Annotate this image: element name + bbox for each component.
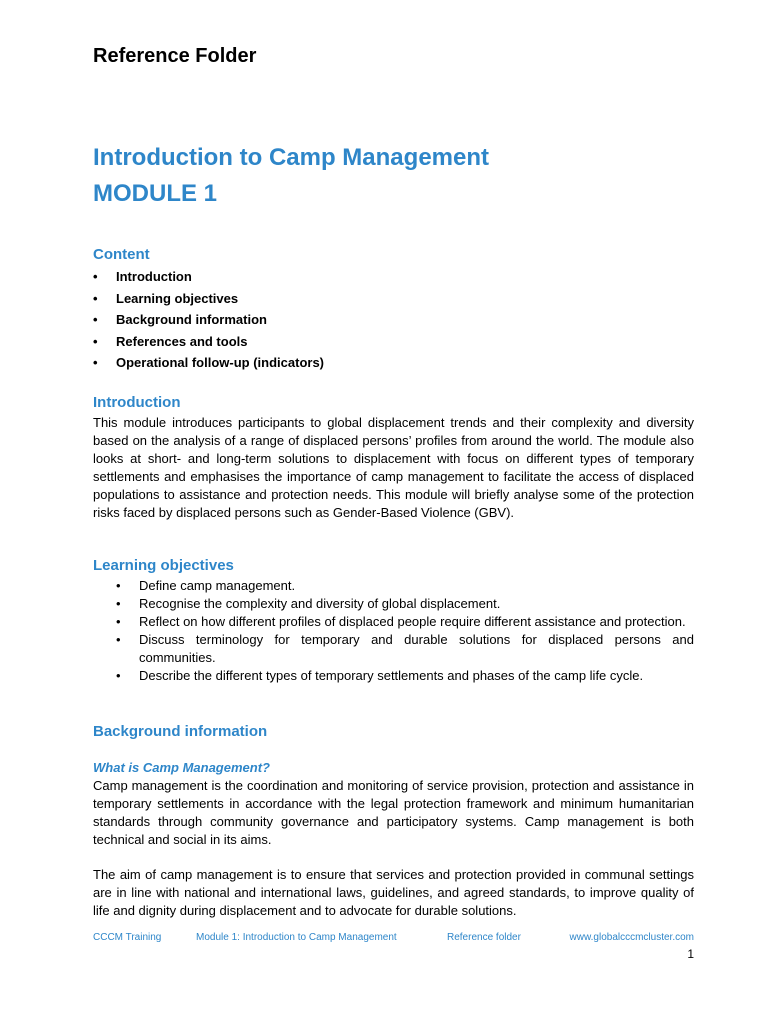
introduction-text: This module introduces participants to global displacement trends and their complexity and diversity based on the analysis of a range of displaced persons’ profiles from around the world. The module also looks at short- and long-term solutions to displacement with focus on different types of temporary settlements and emphasises the importance of camp management to facilitate the access of displaced populations to assistance and protection needs. This module will briefly analyse some of the protection risks faced by displaced persons such as Gender-Based Violence (GBV).	[93, 415, 694, 520]
document-title	[93, 140, 489, 212]
content-item: • Background information	[93, 309, 324, 331]
content-list	[93, 266, 324, 374]
page-header: Reference Folder	[93, 45, 257, 67]
page-number: 1	[687, 947, 694, 961]
background-paragraph-2: The aim of camp management is to ensure that services and protection provided in communal settings are in line with national and international laws, guidelines, and agreed standards, to improve quality of life and dignity during displacement and to advocate for durable solutions.	[93, 867, 694, 918]
objective-item: • Reflect on how different profiles of displaced people require different assistance and protection.	[116, 613, 694, 631]
objective-item: • Define camp management.	[116, 577, 694, 595]
objective-item: • Recognise the complexity and diversity of global displacement.	[116, 595, 694, 613]
content-item: • Operational follow-up (indicators)	[93, 352, 324, 374]
footer-folder: Reference folder	[447, 932, 521, 943]
content-item: • Learning objectives	[93, 288, 324, 310]
background-paragraph-1: Camp management is the coordination and monitoring of service provision, protection and assistance in temporary settlements in accordance with the legal protection framework and minimum humanitarian standards through community governance and participatory systems. Camp management is both technical and social in its aims.	[93, 778, 694, 847]
objective-item: • Describe the different types of temporary settlements and phases of the camp life cycle.	[116, 667, 694, 685]
objectives-list	[116, 577, 694, 684]
title-line-1: Introduction to Camp Management	[93, 144, 489, 171]
objective-item: • Discuss terminology for temporary and durable solutions for displaced persons and communities.	[116, 631, 694, 667]
footer-module: Module 1: Introduction to Camp Management	[196, 932, 397, 943]
content-item: • References and tools	[93, 331, 324, 353]
footer-training: CCCM Training	[93, 932, 162, 943]
title-line-2: MODULE 1	[93, 180, 218, 207]
background-heading: Background information	[93, 723, 268, 740]
footer-website-link[interactable]: www.globalcccmcluster.com	[569, 932, 694, 943]
content-item: • Introduction	[93, 266, 324, 288]
objectives-heading: Learning objectives	[93, 557, 234, 574]
content-heading: Content	[93, 246, 150, 263]
camp-management-subheading: What is Camp Management?	[93, 760, 270, 775]
introduction-heading: Introduction	[93, 394, 181, 411]
